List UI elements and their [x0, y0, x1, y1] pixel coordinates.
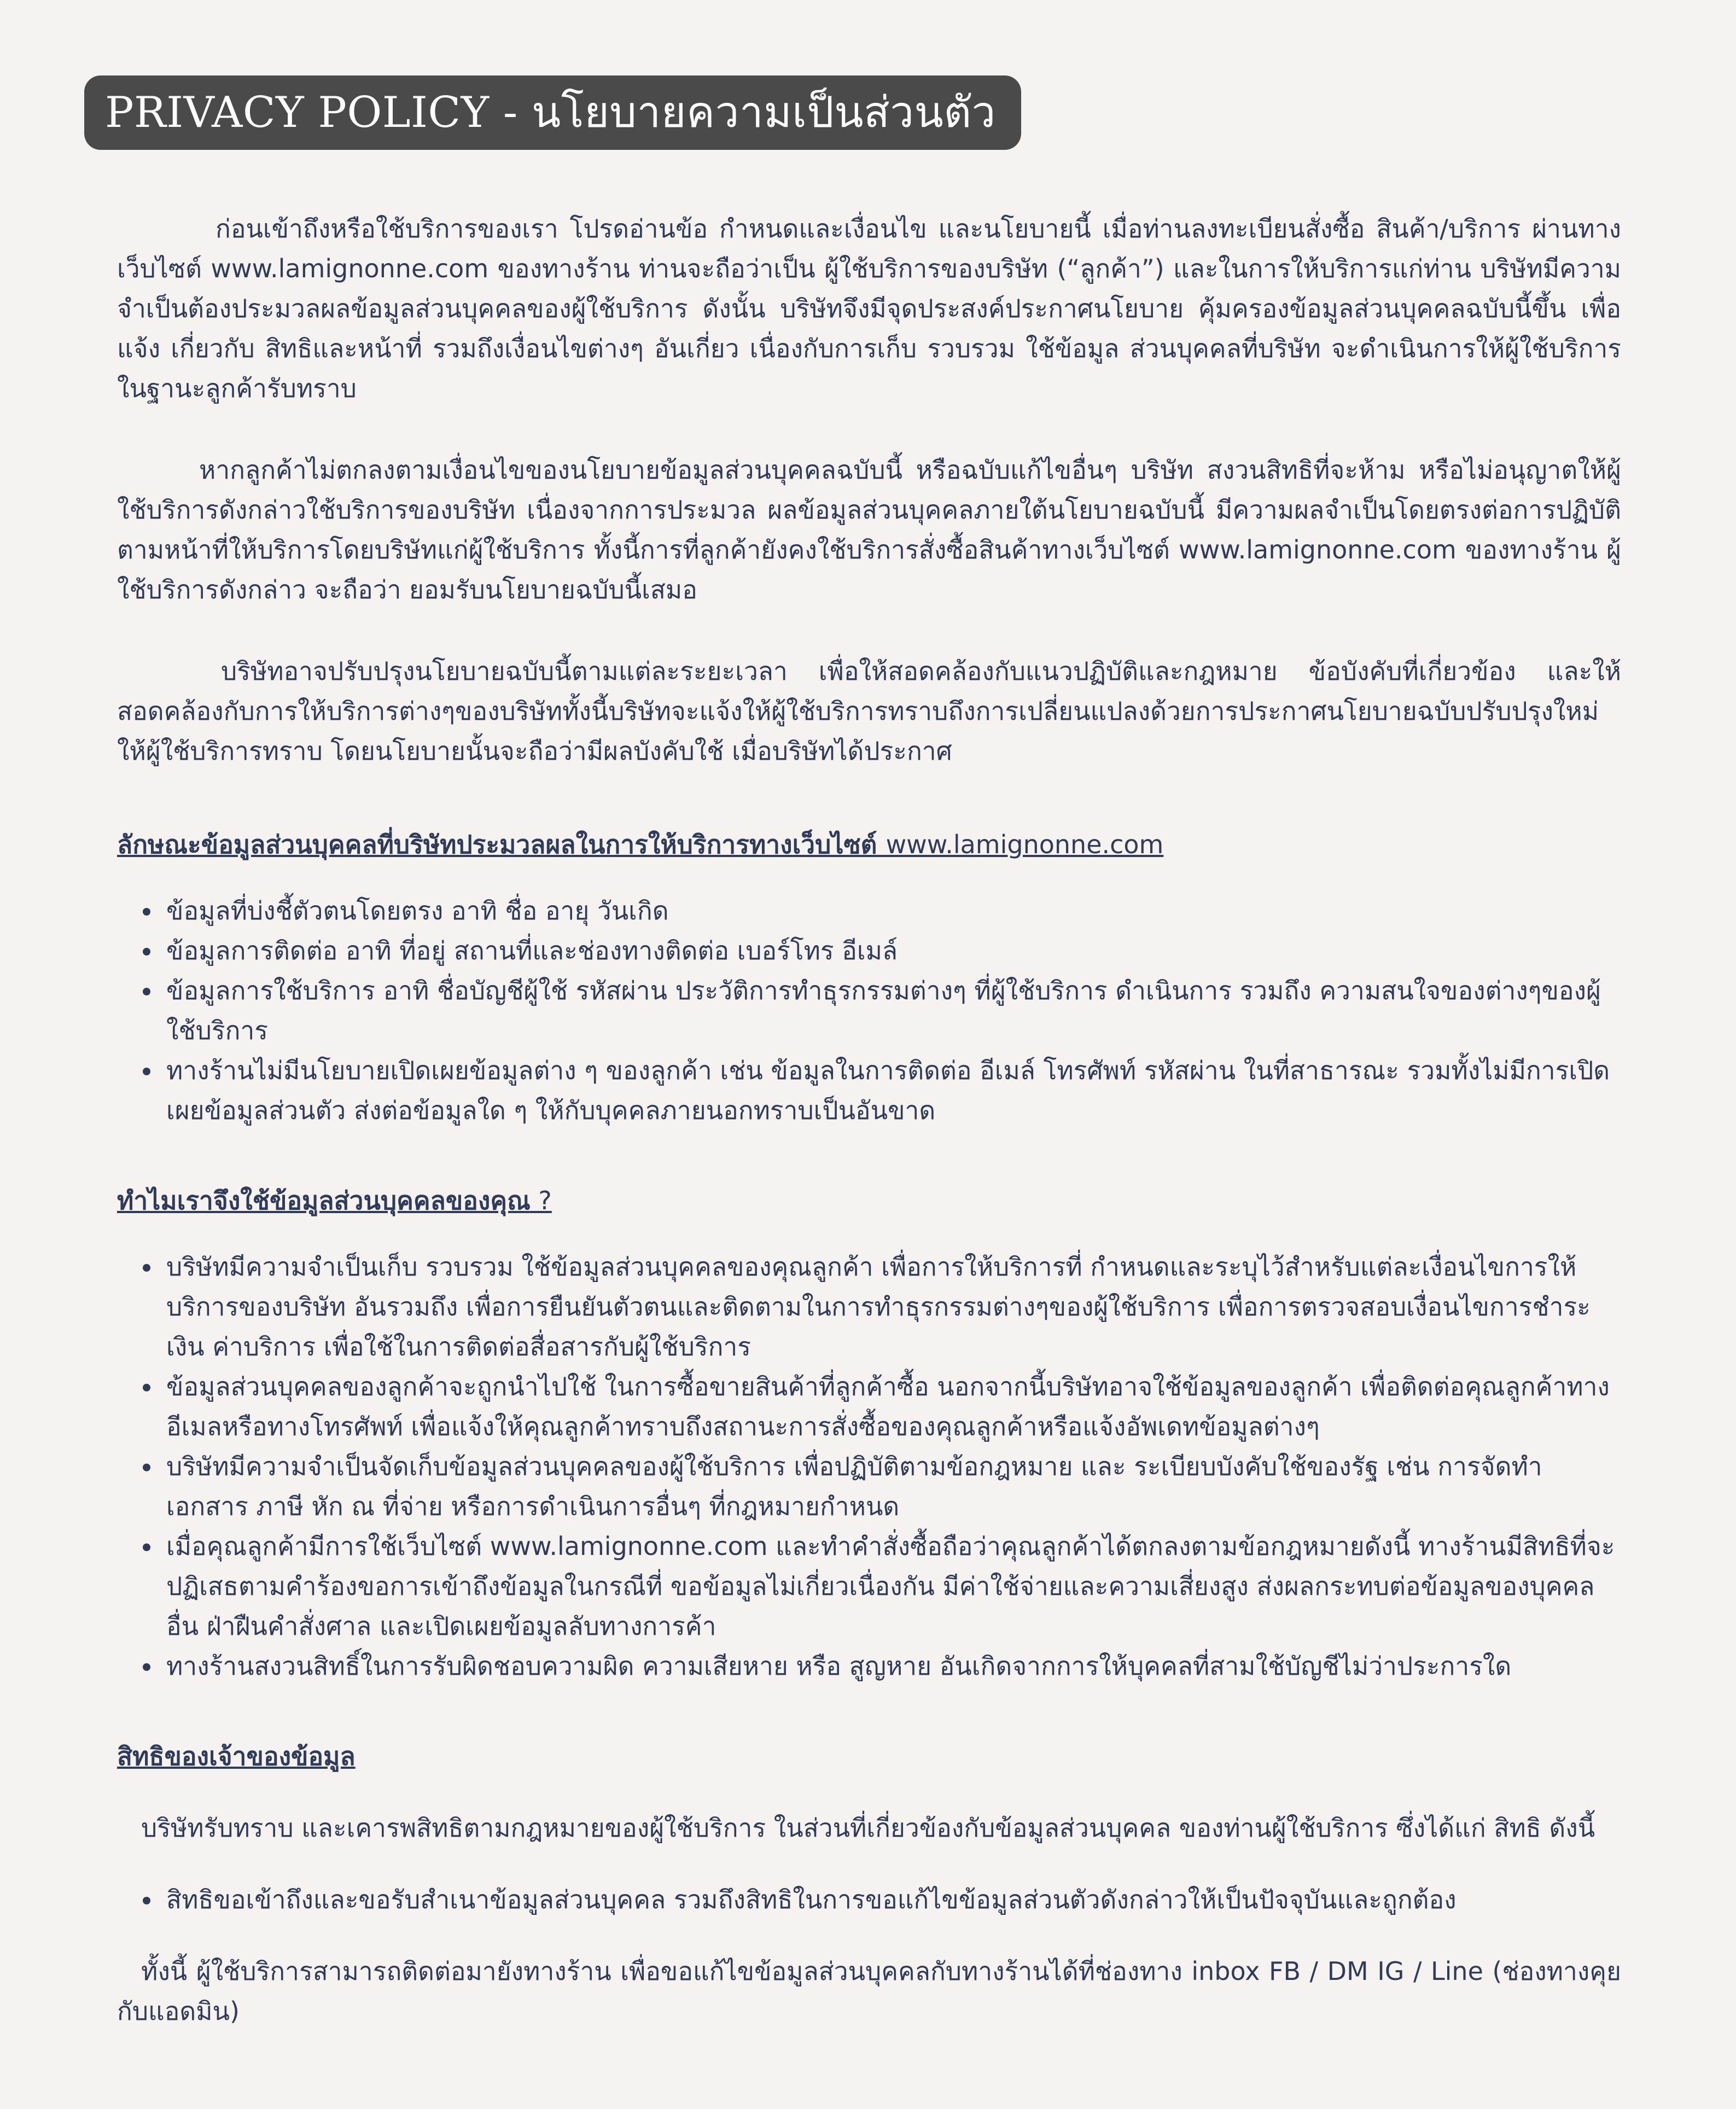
section-heading-owner-rights: [117, 1737, 1621, 1776]
section-heading-owner-rights-text: สิทธิของเจ้าของข้อมูล: [117, 1741, 356, 1771]
list-item: • ทางร้านสงวนสิทธิ์ในการรับผิดชอบความผิด ความเสียหาย หรือ สูญหาย อันเกิดจากการให้บุคคลที่สามใช้บัญชีไม่ว่าประการใด: [162, 1646, 1621, 1686]
list-item: • ข้อมูลการติดต่อ อาทิ ที่อยู่ สถานที่และช่องทางติดต่อ เบอร์โทร อีเมล์: [162, 931, 1621, 971]
list-item: • เมื่อคุณลูกค้ามีการใช้เว็บไซต์ www.lamignonne.com และทำคำสั่งซื้อถือว่าคุณลูกค้าได้ตกลงตามข้อกฎหมายดังนี้ ทางร้านมีสิทธิที่จะปฏิเสธตามคำร้องขอการเข้าถึงข้อมูลในกรณีที่ ขอข้อมูลไม่เกี่ยวเนื่องกัน มีค่าใช้จ่ายและความเสี่ยงสูง ส่งผลกระทบต่อข้อมูลของบุคคลอื่น ฝ่าฝืนคำสั่งศาล และเปิดเผยข้อมูลลับทางการค้า: [162, 1527, 1621, 1646]
section-heading-why-use-data: [117, 1181, 1621, 1221]
section-heading-data-types-text: ลักษณะข้อมูลส่วนบุคคลที่บริษัทประมวลผลในการให้บริการทางเว็บไซต์: [117, 830, 877, 859]
list-item: • ข้อมูลที่บ่งชี้ตัวตนโดยตรง อาทิ ชื่อ อายุ วันเกิด: [162, 891, 1621, 931]
policy-content: [117, 209, 1621, 2031]
list-item: • สิทธิขอเข้าถึงและขอรับสำเนาข้อมูลส่วนบุคคล รวมถึงสิทธิในการขอแก้ไขข้อมูลส่วนตัวดังกล่าวให้เป็นปัจจุบันและถูกต้อง: [162, 1880, 1621, 1920]
data-usage-list: [117, 1247, 1621, 1686]
section-heading-why-use-data-text: ทำไมเราจึงใช้ข้อมูลส่วนบุคคลของคุณ: [117, 1186, 531, 1215]
page-title: PRIVACY POLICY - นโยบายความเป็นส่วนตัว: [84, 75, 1021, 150]
list-item: • บริษัทมีความจำเป็นจัดเก็บข้อมูลส่วนบุคคลของผู้ใช้บริการ เพื่อปฏิบัติตามข้อกฎหมาย และ ระเบียบบังคับใช้ของรัฐ เช่น การจัดทำเอกสาร ภาษี หัก ณ ที่จ่าย หรือการดำเนินการอื่นๆ ที่กฎหมายกำหนด: [162, 1447, 1621, 1527]
rights-list: [117, 1880, 1621, 1920]
contact-paragraph: ทั้งนี้ ผู้ใช้บริการสามารถติดต่อมายังทางร้าน เพื่อขอแก้ไขข้อมูลส่วนบุคคลกับทางร้านได้ที่ช่องทาง inbox FB / DM IG / Line (ช่องทางคุยกับแอดมิน): [117, 1956, 1621, 2026]
list-item: • บริษัทมีความจำเป็นเก็บ รวบรวม ใช้ข้อมูลส่วนบุคคลของคุณลูกค้า เพื่อการให้บริการที่ กำหนดและระบุไว้สำหรับแต่ละเงื่อนไขการให้บริการของบริษัท อันรวมถึง เพื่อการยืนยันตัวตนและติดตามในการทำธุรกรรมต่างๆของผู้ใช้บริการ เพื่อการตรวจสอบเงื่อนไขการชำระเงิน ค่าบริการ เพื่อใช้ในการติดต่อสื่อสารกับผู้ใช้บริการ: [162, 1247, 1621, 1367]
rights-intro-paragraph: บริษัทรับทราบ และเคารพสิทธิตามกฎหมายของผู้ใช้บริการ ในส่วนที่เกี่ยวข้องกับข้อมูลส่วนบุคคล ของท่านผู้ใช้บริการ ซึ่งได้แก่ สิทธิ ดังนี้: [141, 1813, 1595, 1843]
consent-paragraph: หากลูกค้าไม่ตกลงตามเงื่อนไขของนโยบายข้อมูลส่วนบุคคลฉบับนี้ หรือฉบับแก้ไขอื่นๆ บริษัท สงวนสิทธิที่จะห้าม หรือไม่อนุญาตให้ผู้ใช้บริการดังกล่าวใช้บริการของบริษัท เนื่องจากการประมวล ผลข้อมูลส่วนบุคคลภายใต้นโยบายฉบับนี้ มีความผลจำเป็นโดยตรงต่อการปฏิบัติตามหน้าที่ให้บริการโดยบริษัทแก่ผู้ใช้บริการ ทั้งนี้การที่ลูกค้ายังคงใช้บริการสั่งซื้อสินค้าทางเว็บไซต์ www.lamignonne.com ของทางร้าน ผู้ใช้บริการดังกล่าว จะถือว่า ยอมรับนโยบายฉบับนี้เสมอ: [117, 455, 1621, 604]
intro-paragraph: ก่อนเข้าถึงหรือใช้บริการของเรา โปรดอ่านข้อ กำหนดและเงื่อนไข และนโยบายนี้ เมื่อท่านลงทะเบียนสั่งซื้อ สินค้า/บริการ ผ่านทางเว็บไซต์ www.lamignonne.com ของทางร้าน ท่านจะถือว่าเป็น ผู้ใช้บริการของบริษัท (“ลูกค้า”) และในการให้บริการแก่ท่าน บริษัทมีความจำเป็นต้องประมวลผลข้อมูลส่วนบุคคลของผู้ใช้บริการ ดังนั้น บริษัทจึงมีจุดประสงค์ประกาศนโยบาย คุ้มครองข้อมูลส่วนบุคคลฉบับนี้ขึ้น เพื่อแจ้ง เกี่ยวกับ สิทธิและหน้าที่ รวมถึงเงื่อนไขต่างๆ อันเกี่ยว เนื่องกับการเก็บ รวบรวม ใช้ข้อมูล ส่วนบุคคลที่บริษัท จะดำเนินการให้ผู้ใช้บริการ ในฐานะลูกค้ารับทราบ: [117, 214, 1621, 403]
list-item: • ทางร้านไม่มีนโยบายเปิดเผยข้อมูลต่าง ๆ ของลูกค้า เช่น ข้อมูลในการติดต่อ อีเมล์ โทรศัพท์ รหัสผ่าน ในที่สาธารณะ รวมทั้งไม่มีการเปิดเผยข้อมูลส่วนตัว ส่งต่อข้อมูลใด ๆ ให้กับบุคคลภายนอกทราบเป็นอันขาด: [162, 1051, 1621, 1131]
list-item: • ข้อมูลการใช้บริการ อาทิ ชื่อบัญชีผู้ใช้ รหัสผ่าน ประวัติการทำธุรกรรมต่างๆ ที่ผู้ใช้บริการ ดำเนินการ รวมถึง ความสนใจของต่างๆของผู้ใช้บริการ: [162, 971, 1621, 1051]
policy-update-paragraph: บริษัทอาจปรับปรุงนโยบายฉบับนี้ตามแต่ละระยะเวลา เพื่อให้สอดคล้องกับแนวปฏิบัติและกฎหมาย ข้อบังคับที่เกี่ยวข้อง และให้สอดคล้องกับการให้บริการต่างๆของบริษัททั้งนี้บริษัทจะแจ้งให้ผู้ใช้บริการทราบถึงการเปลี่ยนแปลงด้วยการประกาศนโยบายฉบับปรับปรุงใหม่ให้ผู้ใช้บริการทราบ โดยนโยบายนั้นจะถือว่ามีผลบังคับใช้ เมื่อบริษัทได้ประกาศ: [117, 656, 1621, 766]
section-heading-data-types: [117, 825, 1621, 865]
list-item: • ข้อมูลส่วนบุคคลของลูกค้าจะถูกนำไปใช้ ในการซื้อขายสินค้าที่ลูกค้าซื้อ นอกจากนี้บริษัทอาจใช้ข้อมูลของลูกค้า เพื่อติดต่อคุณลูกค้าทางอีเมลหรือทางโทรศัพท์ เพื่อแจ้งให้คุณลูกค้าทราบถึงสถานะการสั่งซื้อของคุณลูกค้าหรือแจ้งอัพเดทข้อมูลต่างๆ: [162, 1367, 1621, 1447]
data-types-list: [117, 891, 1621, 1131]
website-link[interactable]: www.lamignonne.com: [886, 830, 1164, 859]
section-heading-question-mark: ?: [530, 1186, 552, 1215]
